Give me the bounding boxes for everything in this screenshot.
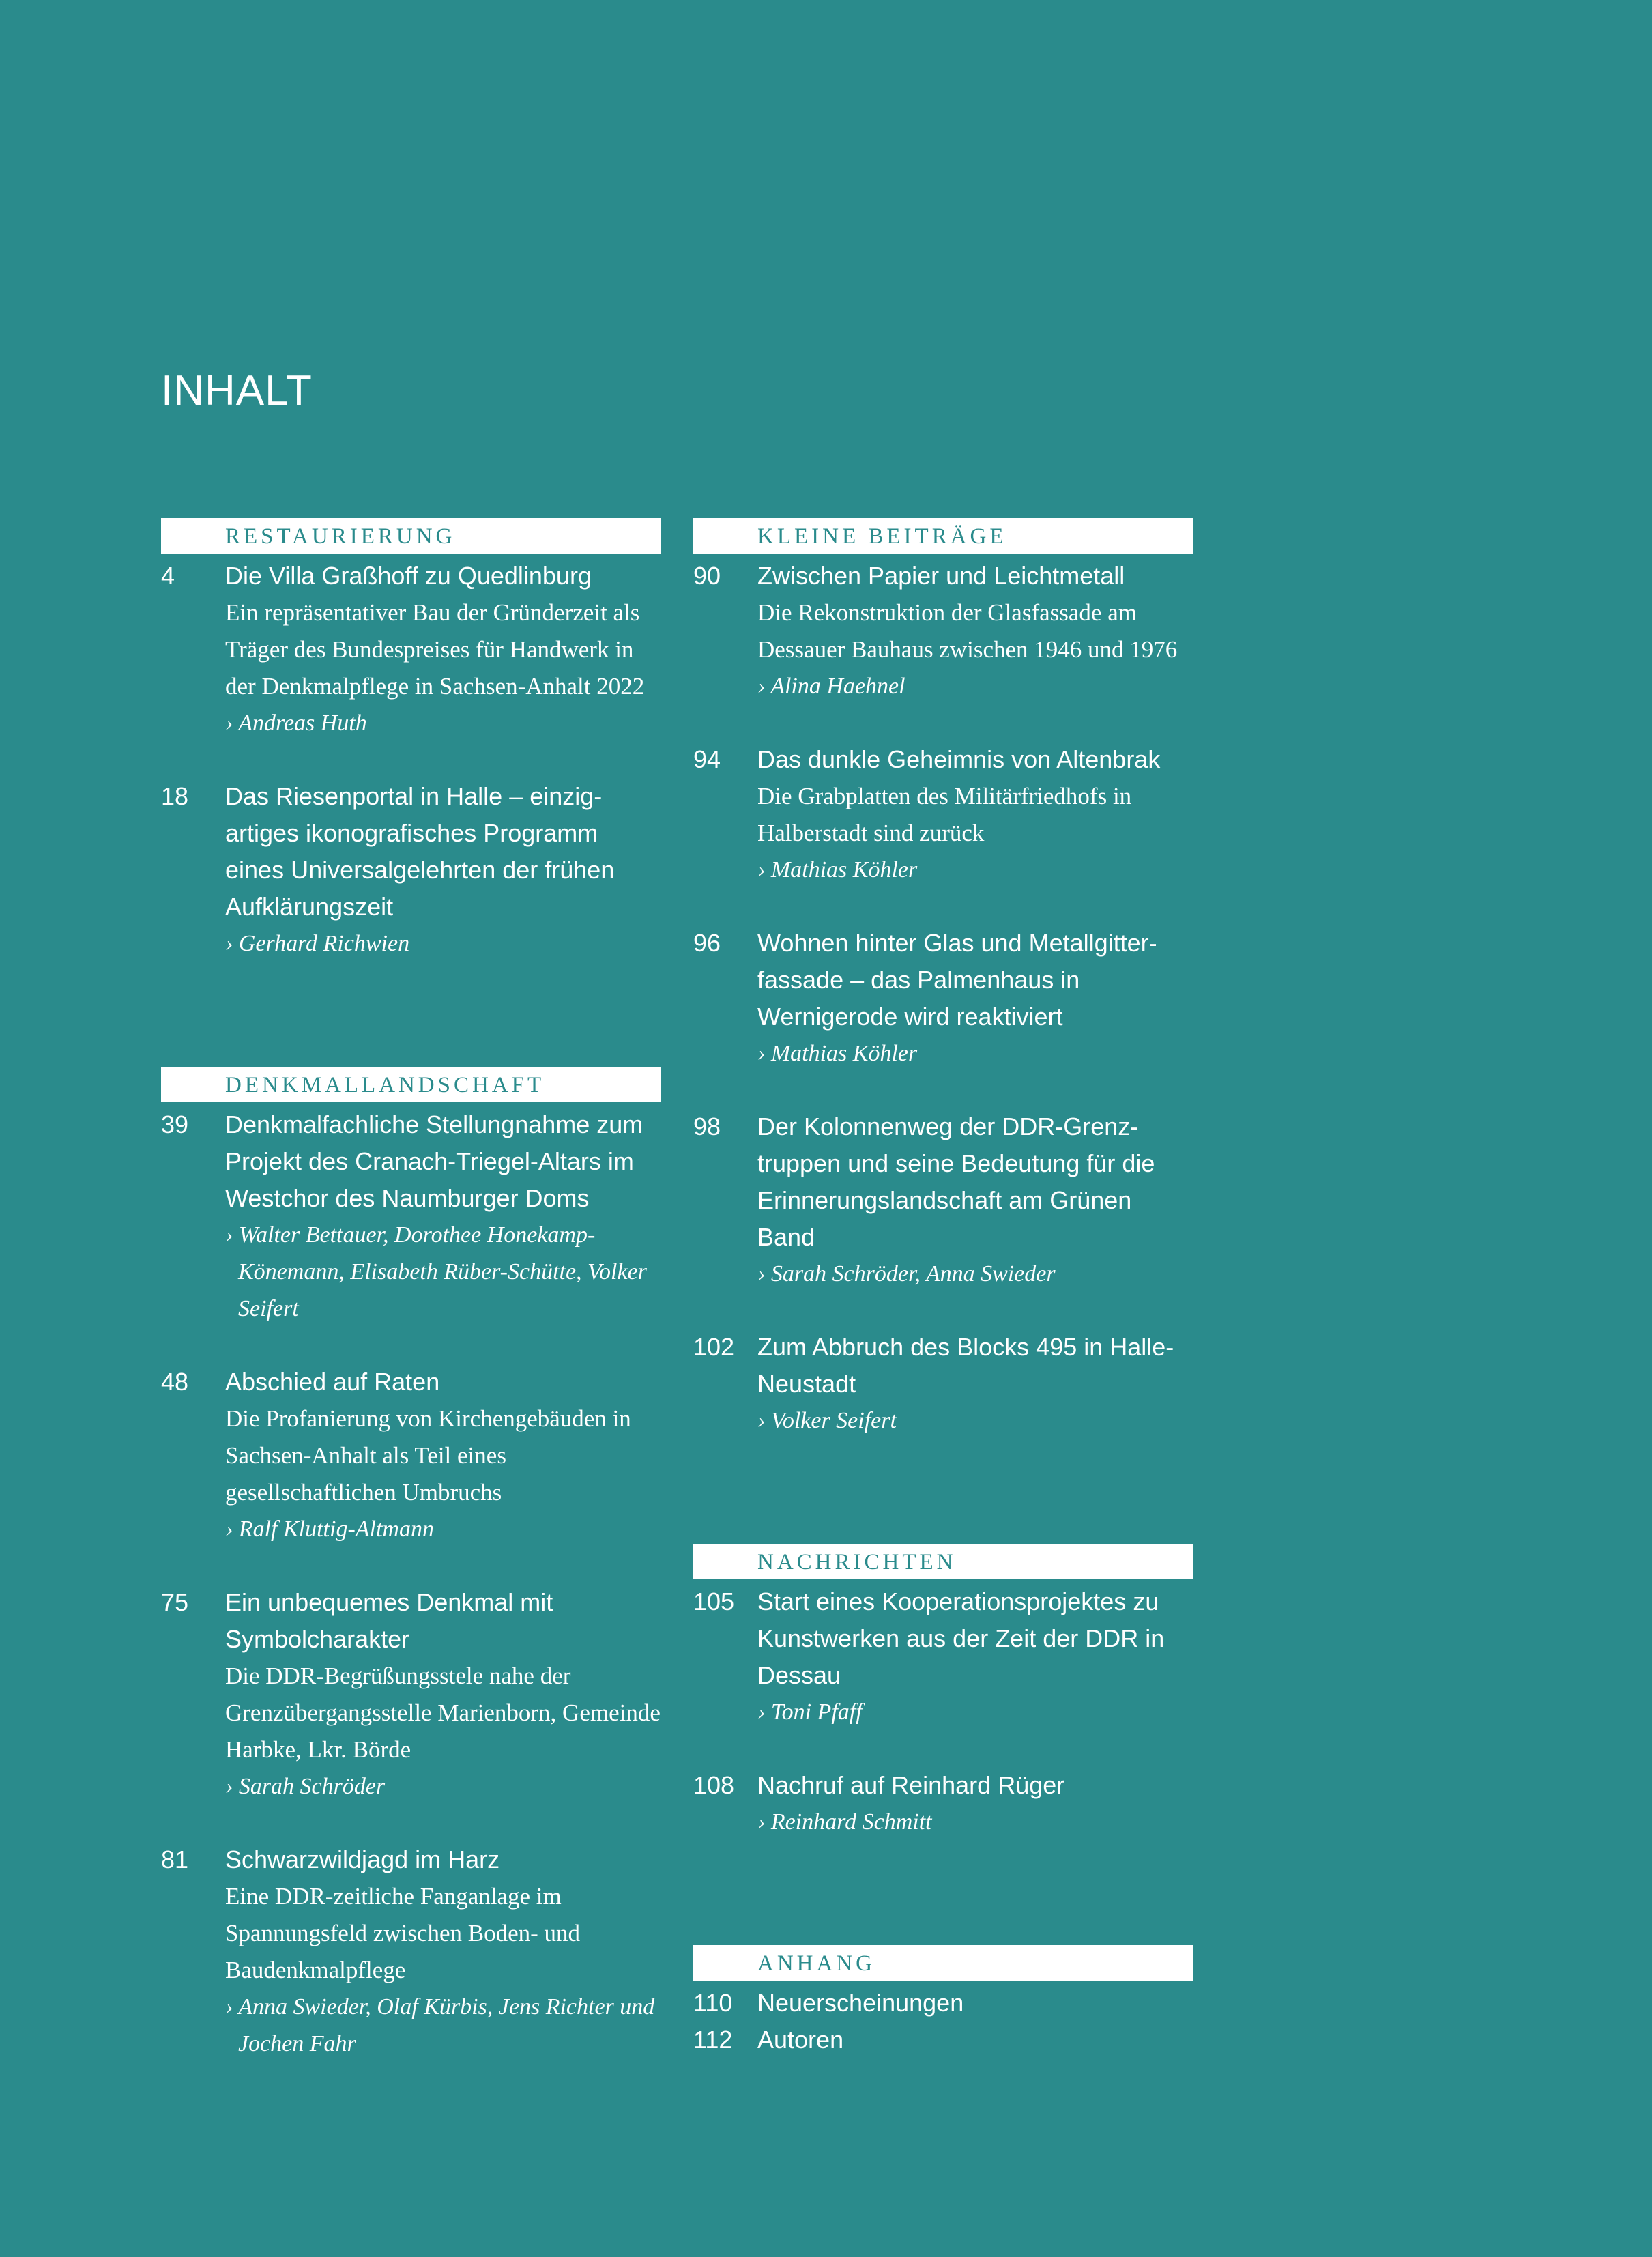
article-author: › Ralf Kluttig-Altmann xyxy=(225,1516,434,1542)
toc-entry[interactable] xyxy=(161,1584,661,1805)
article-title: Wohnen hinter Glas und Metallgitter-fassade – das Palmenhaus in Wernigerode wird reaktiviert xyxy=(757,929,1157,1031)
article-title: Schwarzwildjagd im Harz xyxy=(225,1845,500,1873)
toc-entry[interactable] xyxy=(693,2022,1193,2058)
section-restaurierung xyxy=(161,518,661,962)
article-subtitle: Die Rekonstruktion der Glasfassade am Dessauer Bauhaus zwischen 1946 und 1976 xyxy=(757,599,1178,663)
article-title: Autoren xyxy=(757,2026,844,2054)
toc-entry[interactable] xyxy=(693,1329,1193,1439)
article-title: Zum Abbruch des Blocks 495 in Halle-Neustadt xyxy=(757,1333,1174,1398)
article-subtitle: Die Grabplatten des Militärfriedhofs in Halberstadt sind zurück xyxy=(757,783,1132,846)
page-number: 96 xyxy=(693,929,721,957)
entry-list xyxy=(161,558,661,962)
entry-list xyxy=(693,1985,1193,2058)
page-number: 105 xyxy=(693,1587,735,1615)
article-title: Der Kolonnenweg der DDR-Grenz-truppen und seine Bedeutung für die Erinnerungslandschaft am Grünen Band xyxy=(757,1112,1155,1251)
entry-list xyxy=(693,558,1193,1439)
article-author: › Andreas Huth xyxy=(225,710,367,736)
toc-entry[interactable] xyxy=(161,778,661,962)
toc-entry[interactable] xyxy=(693,1583,1193,1731)
article-title: Denkmalfachliche Stellungnahme zum Projekt des Cranach-Triegel-Altars im Westchor des Naumburger Doms xyxy=(225,1110,643,1212)
article-title: Die Villa Graßhoff zu Quedlinburg xyxy=(225,562,592,590)
article-author: › Toni Pfaff xyxy=(757,1699,863,1725)
article-author: › Mathias Köhler xyxy=(757,1041,918,1066)
article-subtitle: Eine DDR-zeitliche Fanganlage im Spannungsfeld zwischen Boden- und Baudenkmalpflege xyxy=(225,1883,581,1983)
toc-entry[interactable] xyxy=(693,925,1193,1072)
section-header: DENKMALLANDSCHAFT xyxy=(161,1067,661,1102)
toc-entry[interactable] xyxy=(693,1108,1193,1293)
section-header: NACHRICHTEN xyxy=(693,1544,1193,1579)
section-denkmallandschaft xyxy=(161,1067,661,2062)
article-title: Zwischen Papier und Leichtmetall xyxy=(757,562,1125,590)
section-header: RESTAURIERUNG xyxy=(161,518,661,554)
page-number: 4 xyxy=(161,562,175,590)
article-subtitle: Die Profanierung von Kirchengebäuden in Sachsen-Anhalt als Teil eines gesellschaftlichen Umbruchs xyxy=(225,1405,631,1506)
toc-entry[interactable] xyxy=(693,1767,1193,1841)
article-author: › Reinhard Schmitt xyxy=(757,1809,932,1835)
page-number: 112 xyxy=(693,2026,733,2054)
article-subtitle: Ein repräsentativer Bau der Gründerzeit als Träger des Bundespreises für Handwerk in der Denkmalpflege in Sachsen-Anhalt 2022 xyxy=(225,599,645,700)
toc-entry[interactable] xyxy=(693,741,1193,889)
article-author: › Mathias Köhler xyxy=(757,857,918,882)
article-title: Start eines Kooperationsprojektes zu Kunstwerken aus der Zeit der DDR in Dessau xyxy=(757,1587,1165,1689)
section-header: ANHANG xyxy=(693,1945,1193,1981)
page-number: 108 xyxy=(693,1771,735,1799)
article-author: › Sarah Schröder xyxy=(225,1774,386,1799)
page-number: 94 xyxy=(693,745,721,773)
article-author: › Gerhard Richwien xyxy=(225,931,410,956)
article-title: Nachruf auf Reinhard Rüger xyxy=(757,1771,1065,1799)
article-title: Abschied auf Raten xyxy=(225,1368,440,1396)
article-author: › Sarah Schröder, Anna Swieder xyxy=(757,1261,1056,1286)
article-author: › Volker Seifert xyxy=(757,1408,897,1433)
page-number: 39 xyxy=(161,1110,189,1138)
page-number: 81 xyxy=(161,1845,189,1873)
page-title: INHALT xyxy=(161,367,313,414)
toc-right-column xyxy=(693,518,1193,2163)
section-kleine-beitraege xyxy=(693,518,1193,1439)
page-number: 75 xyxy=(161,1588,189,1616)
toc-entry[interactable] xyxy=(161,558,661,742)
page-number: 18 xyxy=(161,782,189,810)
article-author: › Anna Swieder, Olaf Kürbis, Jens Richter und Jochen Fahr xyxy=(225,1994,655,2056)
article-title: Das Riesenportal in Halle – einzig-artiges ikonografisches Programm eines Universalgelehrten der frühen Aufklärungszeit xyxy=(225,782,615,921)
page-number: 102 xyxy=(693,1333,735,1361)
section-nachrichten xyxy=(693,1544,1193,1841)
page-number: 98 xyxy=(693,1112,721,1140)
toc-entry[interactable] xyxy=(161,1364,661,1548)
page-number: 48 xyxy=(161,1368,189,1396)
toc-entry[interactable] xyxy=(161,1106,661,1327)
section-header: KLEINE BEITRÄGE xyxy=(693,518,1193,554)
toc-entry[interactable] xyxy=(161,1841,661,2062)
entry-list xyxy=(693,1583,1193,1841)
toc-entry[interactable] xyxy=(693,1985,1193,2022)
article-title: Ein unbequemes Denkmal mit Symbolcharakter xyxy=(225,1588,553,1653)
article-author: › Alina Haehnel xyxy=(757,674,905,699)
page-number: 110 xyxy=(693,1989,733,2017)
toc-entry[interactable] xyxy=(693,558,1193,705)
toc-left-column xyxy=(161,518,661,2167)
article-title: Das dunkle Geheimnis von Altenbrak xyxy=(757,745,1161,773)
section-anhang xyxy=(693,1945,1193,2058)
entry-list xyxy=(161,1106,661,2062)
article-subtitle: Die DDR-Begrüßungsstele nahe der Grenzübergangsstelle Marienborn, Gemeinde Harbke, Lkr. Börde xyxy=(225,1663,661,1763)
page-number: 90 xyxy=(693,562,721,590)
article-author: › Walter Bettauer, Dorothee Honekamp-Könemann, Elisabeth Rüber-Schütte, Volker Seifert xyxy=(225,1222,647,1321)
article-title: Neuerscheinungen xyxy=(757,1989,964,2017)
